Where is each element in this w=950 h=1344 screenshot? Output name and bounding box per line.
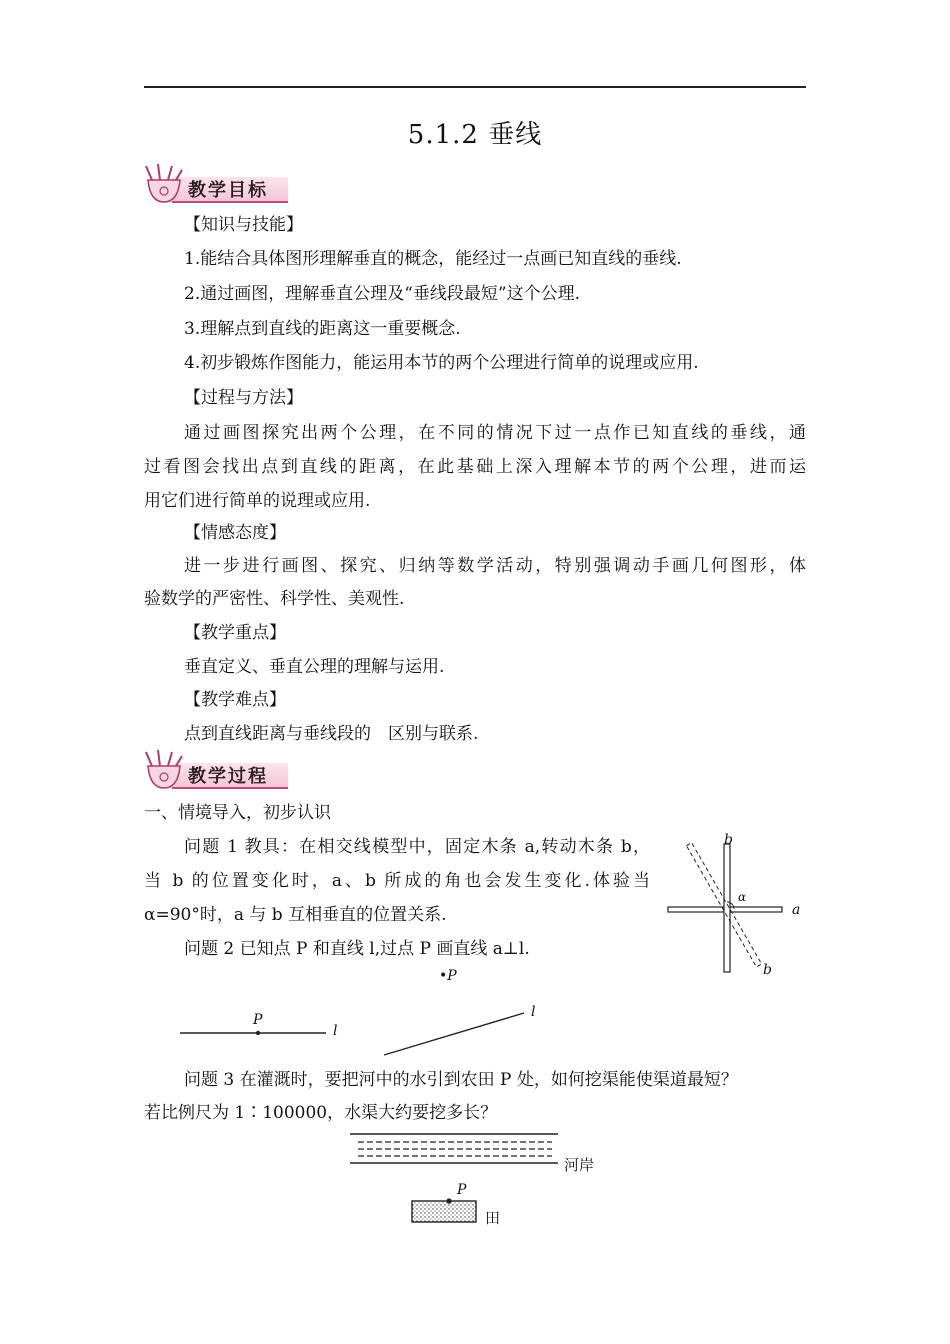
goals-banner [142,164,292,204]
key-text: 垂直定义、垂直公理的理解与运用. [184,657,445,677]
method-line: 用它们进行简单的说理或应用. [144,491,371,511]
question1-line: α=90°时，a 与 b 互相垂直的位置关系. [144,905,447,925]
point-p-field [446,1198,451,1203]
point-p-on-line [256,1031,260,1035]
line-l-slanted [384,1013,524,1055]
label-field: 田 [485,1209,501,1227]
method-heading: 【过程与方法】 [184,388,303,408]
label-riverbank: 河岸 [564,1156,595,1174]
question3-line: 若比例尺为 1∶100000，水渠大约要挖多长？ [144,1103,498,1123]
label-l-left: l [333,1023,338,1039]
label-p-right: •P [439,968,457,984]
figure-point-line [170,1000,550,1064]
emotion-line: 进一步进行画图、探究、归纳等数学活动，特别强调动手画几何图形，体 [184,556,806,576]
label-a: a [792,902,801,918]
method-line: 通过画图探究出两个公理，在不同的情况下过一点作已知直线的垂线，通 [184,423,806,443]
figure-river-field [340,1128,570,1230]
question2-text: 问题 2 已知点 P 和直线 l,过点 P 画直线 a⊥l. [184,939,530,959]
process-banner [142,750,292,790]
label-alpha: α [738,890,747,904]
emotion-line: 验数学的严密性、科学性、美观性. [144,589,405,609]
section-heading: 一、情境导入，初步认识 [144,803,331,823]
key-heading: 【教学重点】 [184,623,286,643]
method-line: 过看图会找出点到直线的距离，在此基础上深入理解本节的两个公理，进而运 [144,457,806,477]
question3-line: 问题 3 在灌溉时，要把河中的水引到农田 P 处，如何挖渠能使渠道最短？ [184,1070,738,1090]
difficult-text: 点到直线距离与垂线段的 区别与联系. [184,724,479,744]
header-rule [144,86,806,88]
emotion-heading: 【情感态度】 [184,523,286,543]
label-p-left: P [253,1012,263,1028]
page-title: 5.1.2 垂线 [407,120,543,150]
figure-intersecting-sticks [660,830,810,980]
stick-b [724,844,730,972]
question1-line: 问题 1 教具：在相交线模型中，固定木条 a,转动木条 b， [184,837,650,857]
pencil-cup-icon [142,750,186,790]
pencil-cup-icon [142,164,186,204]
knowledge-item: 3.理解点到直线的距离这一重要概念. [184,319,461,339]
knowledge-heading: 【知识与技能】 [184,215,303,235]
difficult-heading: 【教学难点】 [184,690,286,710]
knowledge-item: 2.通过画图，理解垂直公理及“垂线段最短”这个公理. [184,284,581,304]
question1-line: 当 b 的位置变化时，a、b 所成的角也会发生变化.体验当 [144,871,650,891]
knowledge-item: 4.初步锻炼作图能力，能运用本节的两个公理进行简单的说理或应用. [184,353,699,373]
label-b-bottom: b [763,962,772,978]
label-b-top: b [724,832,733,848]
river-water [358,1142,552,1156]
label-l-right: l [531,1004,536,1020]
process-banner-label: 教学过程 [188,766,268,787]
goals-banner-label: 教学目标 [188,180,268,201]
farm-field [412,1201,476,1222]
knowledge-item: 1.能结合具体图形理解垂直的概念，能经过一点画已知直线的垂线. [184,249,682,269]
label-p-field: P [457,1182,467,1198]
